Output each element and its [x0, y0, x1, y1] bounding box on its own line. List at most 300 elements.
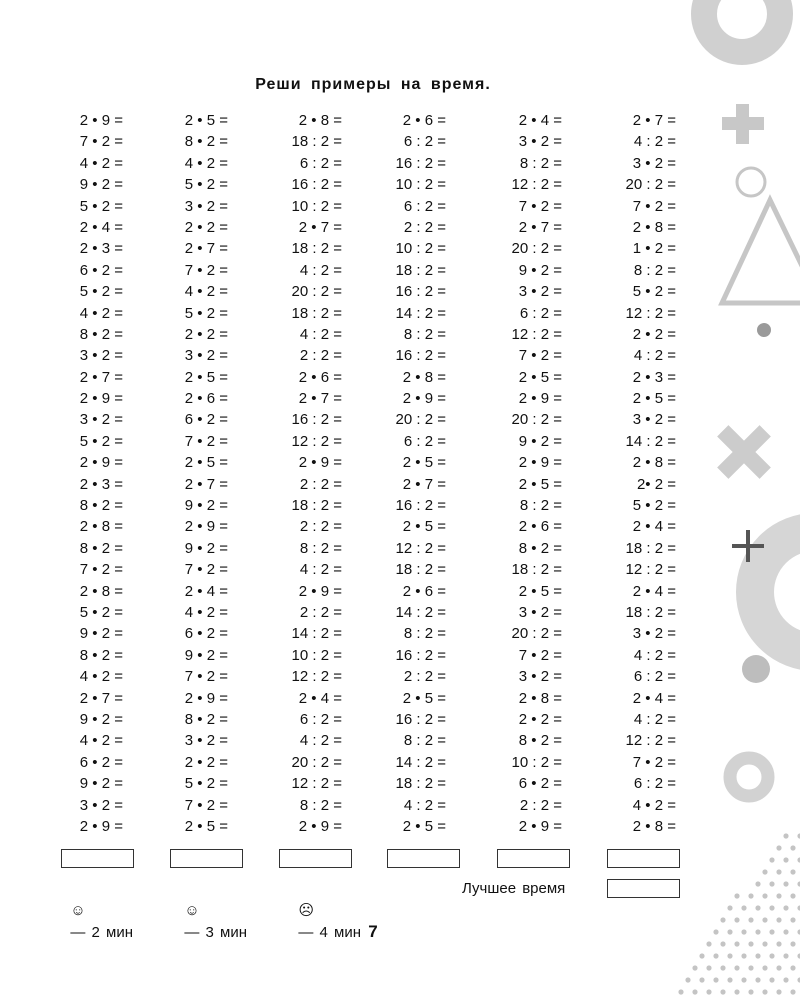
exercise-item: 2 • 8 =: [79, 582, 123, 600]
exercise-item: 2 • 2 =: [184, 218, 228, 236]
dot: [748, 965, 753, 970]
exercise-item: 5 • 2 =: [632, 497, 676, 515]
exercise-item: 4 • 2 =: [79, 732, 123, 750]
exercise-item: 2 • 5 =: [518, 368, 562, 386]
exercise-item: 2 • 9 =: [184, 518, 228, 536]
dot: [783, 833, 788, 838]
exercise-item: 4 : 2 =: [403, 796, 446, 814]
exercise-item: 2 • 6 =: [184, 390, 228, 408]
dot: [706, 941, 711, 946]
exercise-item: 18 : 2 =: [395, 775, 446, 793]
exercise-item: 2 • 6 =: [402, 582, 446, 600]
exercise-item: 4 • 2 =: [79, 304, 123, 322]
exercise-item: 2 • 5 =: [402, 689, 446, 707]
dot: [769, 881, 774, 886]
exercise-item: 6 : 2 =: [633, 775, 676, 793]
ring-decoration-lower: [730, 758, 768, 796]
legend-text: — 3 мин: [184, 924, 247, 941]
exercise-item: 12 : 2 =: [511, 325, 562, 343]
exercise-item: 18 : 2 =: [625, 603, 676, 621]
dot: [699, 977, 704, 982]
exercise-item: 2 • 5 =: [184, 454, 228, 472]
dot: [769, 905, 774, 910]
ring-decoration-top: [704, 0, 780, 52]
gray-dot: [742, 655, 770, 683]
exercise-item: 10 : 2 =: [511, 753, 562, 771]
dot: [769, 857, 774, 862]
exercise-item: 7 • 2 =: [632, 753, 676, 771]
exercise-item: 16 : 2 =: [291, 411, 342, 429]
exercise-item: 2 • 8 =: [632, 218, 676, 236]
exercise-item: 4 : 2 =: [299, 561, 342, 579]
exercise-item: 2 • 9 =: [518, 390, 562, 408]
dot: [769, 953, 774, 958]
exercise-item: 2 • 7 =: [518, 218, 562, 236]
dot: [776, 941, 781, 946]
exercise-item: 2 • 7 =: [298, 390, 342, 408]
exercise-item: 10 : 2 =: [395, 176, 446, 194]
exercise-item: 2 • 5 =: [402, 454, 446, 472]
dot: [741, 953, 746, 958]
exercise-item: 4 : 2 =: [633, 710, 676, 728]
dot: [790, 965, 795, 970]
exercise-item: 2 • 5 =: [184, 368, 228, 386]
exercise-item: 6 : 2 =: [403, 432, 446, 450]
exercise-item: 4 : 2 =: [633, 646, 676, 664]
dot: [706, 989, 711, 994]
dot: [755, 905, 760, 910]
exercise-item: 4 • 2 =: [79, 154, 123, 172]
exercise-item: 7 • 2 =: [79, 133, 123, 151]
neutral-face-icon: ☺: [184, 902, 200, 919]
exercise-item: 2 • 9 =: [298, 454, 342, 472]
exercise-item: 6 : 2 =: [299, 154, 342, 172]
exercise-item: 7 • 2 =: [184, 432, 228, 450]
exercise-item: 2 • 9 =: [79, 817, 123, 835]
exercise-item: 2 • 9 =: [518, 817, 562, 835]
small-dot: [757, 323, 771, 337]
exercise-item: 2 • 9 =: [402, 390, 446, 408]
legend-item-4min: [286, 878, 361, 941]
dot: [783, 929, 788, 934]
exercise-item: 7 • 2 =: [184, 261, 228, 279]
dot: [755, 881, 760, 886]
exercise-item: 6 : 2 =: [403, 197, 446, 215]
dot: [727, 953, 732, 958]
time-box-1[interactable]: [61, 849, 134, 868]
dots-pattern: [678, 833, 800, 994]
time-box-3[interactable]: [279, 849, 352, 868]
exercise-item: 2 • 9 =: [184, 689, 228, 707]
dot: [713, 953, 718, 958]
dot: [734, 989, 739, 994]
exercise-item: 6 : 2 =: [633, 668, 676, 686]
exercise-item: 2 • 4 =: [184, 582, 228, 600]
exercise-item: 5 • 2 =: [184, 775, 228, 793]
exercise-item: 2 : 2 =: [403, 218, 446, 236]
exercise-item: 18 : 2 =: [395, 561, 446, 579]
dot: [762, 989, 767, 994]
exercise-item: 12 : 2 =: [291, 775, 342, 793]
dot: [734, 893, 739, 898]
exercise-item: 5 • 2 =: [79, 432, 123, 450]
exercise-item: 18 : 2 =: [291, 133, 342, 151]
exercise-item: 20 : 2 =: [291, 283, 342, 301]
dot: [755, 977, 760, 982]
exercise-item: 2 • 7 =: [632, 112, 676, 129]
dot: [692, 965, 697, 970]
exercise-item: 6 • 2 =: [184, 625, 228, 643]
exercise-item: 4 : 2 =: [633, 133, 676, 151]
exercise-item: 4 : 2 =: [299, 325, 342, 343]
dot: [783, 881, 788, 886]
dot: [769, 929, 774, 934]
exercise-item: 6 : 2 =: [519, 304, 562, 322]
dot: [790, 893, 795, 898]
triangle-outline: [722, 200, 800, 303]
exercise-item: 9 • 2 =: [184, 646, 228, 664]
dot: [741, 977, 746, 982]
exercise-item: 2 • 7 =: [184, 475, 228, 493]
dot: [783, 977, 788, 982]
exercise-item: 8 • 2 =: [79, 497, 123, 515]
exercise-item: 7 • 2 =: [184, 796, 228, 814]
dot: [755, 929, 760, 934]
exercise-item: 3 • 2 =: [518, 283, 562, 301]
exercise-item: 20 : 2 =: [511, 240, 562, 258]
exercise-item: 12 : 2 =: [625, 304, 676, 322]
exercise-item: 18 : 2 =: [291, 304, 342, 322]
exercise-item: 2 : 2 =: [519, 796, 562, 814]
exercise-item: 12 : 2 =: [625, 732, 676, 750]
exercise-item: 2 • 4 =: [632, 518, 676, 536]
exercise-item: 8 : 2 =: [403, 625, 446, 643]
dot: [685, 977, 690, 982]
exercise-item: 2 • 6 =: [402, 112, 446, 129]
exercise-item: 2 • 3 =: [79, 475, 123, 493]
exercise-item: 2 • 8 =: [632, 454, 676, 472]
dot: [790, 845, 795, 850]
dot: [790, 917, 795, 922]
dot: [748, 893, 753, 898]
exercise-item: 18 : 2 =: [291, 497, 342, 515]
exercise-item: 2 • 7 =: [79, 689, 123, 707]
exercise-item: 9 • 2 =: [79, 710, 123, 728]
exercise-item: 8 • 2 =: [518, 732, 562, 750]
exercise-item: 4 : 2 =: [299, 732, 342, 750]
exercise-item: 8 • 2 =: [79, 325, 123, 343]
exercise-item: 5 • 2 =: [184, 304, 228, 322]
exercise-item: 14 : 2 =: [291, 625, 342, 643]
exercise-item: 2 • 9 =: [79, 112, 123, 129]
exercise-item: 6 • 2 =: [79, 753, 123, 771]
exercise-item: 2 • 4 =: [79, 218, 123, 236]
dot: [790, 869, 795, 874]
exercise-item: 2 : 2 =: [299, 603, 342, 621]
exercise-item: 7 • 2 =: [79, 561, 123, 579]
exercise-item: 3 • 2 =: [184, 347, 228, 365]
exercise-item: 8 : 2 =: [519, 154, 562, 172]
exercise-item: 3 • 2 =: [79, 347, 123, 365]
dot: [762, 917, 767, 922]
dot: [776, 917, 781, 922]
page-title: Реши примеры на время.: [255, 76, 491, 93]
dot: [790, 989, 795, 994]
dot: [699, 953, 704, 958]
dot: [776, 965, 781, 970]
exercise-item: 20 : 2 =: [395, 411, 446, 429]
exercise-item: 2 • 5 =: [518, 582, 562, 600]
exercise-item: 7 • 2 =: [518, 646, 562, 664]
exercise-item: 2 • 2 =: [184, 753, 228, 771]
exercise-item: 1 • 2 =: [632, 240, 676, 258]
exercise-item: 8 • 2 =: [79, 646, 123, 664]
exercise-column: [356, 110, 446, 837]
exercise-item: 8 : 2 =: [633, 261, 676, 279]
dot: [776, 845, 781, 850]
exercise-item: 2 : 2 =: [299, 475, 342, 493]
exercise-item: 9 • 2 =: [518, 261, 562, 279]
exercise-item: 5 • 2 =: [79, 603, 123, 621]
exercise-item: 2 • 4 =: [298, 689, 342, 707]
exercise-item: 2 : 2 =: [299, 347, 342, 365]
dot: [678, 989, 683, 994]
exercise-item: 14 : 2 =: [395, 603, 446, 621]
dot: [720, 941, 725, 946]
exercise-item: 7 • 2 =: [184, 561, 228, 579]
exercise-item: 3 • 2 =: [79, 796, 123, 814]
dot: [692, 989, 697, 994]
exercise-item: 8 : 2 =: [519, 497, 562, 515]
exercise-item: 20 : 2 =: [511, 411, 562, 429]
exercise-item: 2 • 2 =: [518, 710, 562, 728]
exercise-column: [586, 110, 676, 837]
dot: [762, 941, 767, 946]
exercise-column: [472, 110, 562, 837]
cross-decoration: [702, 410, 787, 495]
exercise-item: 8 • 2 =: [184, 710, 228, 728]
exercise-item: 2 • 9 =: [298, 582, 342, 600]
exercise-item: 7 • 2 =: [184, 668, 228, 686]
exercise-item: 2 • 7 =: [79, 368, 123, 386]
exercise-item: 16 : 2 =: [395, 497, 446, 515]
dot: [706, 965, 711, 970]
ring-decoration-large: [755, 532, 800, 652]
legend-item-2min: [58, 878, 133, 941]
exercise-item: 6 : 2 =: [299, 710, 342, 728]
exercise-item: 4 • 2 =: [184, 154, 228, 172]
exercise-item: 18 : 2 =: [511, 561, 562, 579]
best-time-label: Лучшее время: [462, 880, 566, 897]
exercise-item: 7 • 2 =: [632, 197, 676, 215]
exercise-item: 8 : 2 =: [299, 539, 342, 557]
exercise-item: 8 : 2 =: [403, 732, 446, 750]
time-box-5[interactable]: [497, 849, 570, 868]
exercise-item: 14 : 2 =: [395, 753, 446, 771]
exercise-item: 16 : 2 =: [291, 176, 342, 194]
exercise-item: 5 • 2 =: [632, 283, 676, 301]
exercise-item: 6 : 2 =: [403, 133, 446, 151]
exercise-item: 7 • 2 =: [518, 197, 562, 215]
exercise-item: 2• 2 =: [636, 475, 676, 493]
exercise-item: 4 • 2 =: [184, 283, 228, 301]
exercise-item: 2 • 9 =: [79, 454, 123, 472]
exercise-item: 16 : 2 =: [395, 710, 446, 728]
exercise-item: 2 • 8 =: [298, 112, 342, 129]
exercise-item: 8 • 2 =: [79, 539, 123, 557]
exercise-item: 2 • 5 =: [184, 112, 228, 129]
exercise-item: 18 : 2 =: [395, 261, 446, 279]
dot: [769, 977, 774, 982]
exercise-item: 2 : 2 =: [299, 518, 342, 536]
exercise-item: 10 : 2 =: [395, 240, 446, 258]
exercise-item: 2 • 9 =: [298, 817, 342, 835]
exercise-item: 6 • 2 =: [184, 411, 228, 429]
dot: [762, 893, 767, 898]
exercise-item: 20 : 2 =: [291, 753, 342, 771]
exercise-item: 2 • 2 =: [184, 325, 228, 343]
exercise-item: 2 • 8 =: [632, 817, 676, 835]
exercise-item: 10 : 2 =: [291, 197, 342, 215]
exercise-item: 9 • 2 =: [79, 176, 123, 194]
exercise-item: 2 • 6 =: [298, 368, 342, 386]
exercise-item: 9 • 2 =: [184, 539, 228, 557]
exercise-item: 3 • 2 =: [518, 133, 562, 151]
dot: [727, 905, 732, 910]
exercise-item: 12 : 2 =: [625, 561, 676, 579]
exercise-item: 2 • 7 =: [298, 218, 342, 236]
best-time-box[interactable]: [607, 879, 680, 898]
exercise-item: 2 • 8 =: [79, 518, 123, 536]
time-box-2[interactable]: [170, 849, 243, 868]
exercise-column: [138, 110, 228, 837]
exercise-item: 2 • 5 =: [632, 390, 676, 408]
exercise-item: 3 • 2 =: [518, 668, 562, 686]
exercise-item: 2 • 4 =: [518, 112, 562, 129]
dot: [783, 953, 788, 958]
small-circle-outline: [737, 168, 765, 196]
exercise-item: 6 • 2 =: [79, 261, 123, 279]
dot: [776, 893, 781, 898]
exercise-item: 8 : 2 =: [299, 796, 342, 814]
exercise-item: 9 • 2 =: [79, 775, 123, 793]
exercise-item: 2 : 2 =: [403, 668, 446, 686]
exercise-item: 2 • 4 =: [632, 582, 676, 600]
exercise-item: 2 • 3 =: [632, 368, 676, 386]
dot: [790, 941, 795, 946]
page-number: 7: [368, 922, 378, 941]
exercise-item: 12 : 2 =: [511, 176, 562, 194]
exercise-item: 14 : 2 =: [625, 432, 676, 450]
exercise-item: 4 : 2 =: [299, 261, 342, 279]
dot: [734, 941, 739, 946]
exercise-item: 3 • 2 =: [184, 732, 228, 750]
exercise-item: 12 : 2 =: [291, 668, 342, 686]
exercise-item: 8 • 2 =: [184, 133, 228, 151]
dot: [720, 965, 725, 970]
exercise-item: 20 : 2 =: [511, 625, 562, 643]
exercise-item: 9 • 2 =: [79, 625, 123, 643]
exercise-item: 4 • 2 =: [632, 796, 676, 814]
dot: [713, 977, 718, 982]
exercise-item: 16 : 2 =: [395, 283, 446, 301]
exercise-item: 16 : 2 =: [395, 347, 446, 365]
legend-item-3min: [172, 878, 247, 941]
dot: [783, 905, 788, 910]
exercise-item: 2 • 5 =: [184, 817, 228, 835]
exercise-item: 6 • 2 =: [518, 775, 562, 793]
legend-text: — 2 мин: [70, 924, 133, 941]
exercise-item: 2 • 9 =: [79, 390, 123, 408]
exercise-column: [252, 110, 342, 837]
exercise-item: 5 • 2 =: [184, 176, 228, 194]
time-box-4[interactable]: [387, 849, 460, 868]
exercise-item: 2 • 8 =: [518, 689, 562, 707]
exercise-item: 20 : 2 =: [625, 176, 676, 194]
dot: [748, 941, 753, 946]
exercise-item: 7 • 2 =: [518, 347, 562, 365]
dot: [748, 989, 753, 994]
dot: [755, 953, 760, 958]
time-box-6[interactable]: [607, 849, 680, 868]
exercise-item: 3 • 2 =: [518, 603, 562, 621]
exercise-item: 2 • 6 =: [518, 518, 562, 536]
exercise-item: 3 • 2 =: [184, 197, 228, 215]
dot: [776, 869, 781, 874]
dot: [762, 869, 767, 874]
exercise-item: 2 • 3 =: [79, 240, 123, 258]
exercise-item: 18 : 2 =: [291, 240, 342, 258]
exercise-item: 16 : 2 =: [395, 646, 446, 664]
exercise-item: 3 • 2 =: [632, 411, 676, 429]
exercise-item: 2 • 5 =: [402, 817, 446, 835]
exercise-item: 12 : 2 =: [395, 539, 446, 557]
legend-text: — 4 мин: [298, 924, 361, 941]
exercise-column: [33, 110, 123, 837]
dot: [783, 857, 788, 862]
exercise-item: 4 : 2 =: [633, 347, 676, 365]
exercise-item: 8 • 2 =: [518, 539, 562, 557]
smile-icon: ☺: [70, 902, 86, 919]
exercise-item: 3 • 2 =: [632, 625, 676, 643]
dot: [727, 977, 732, 982]
exercise-item: 12 : 2 =: [291, 432, 342, 450]
exercise-item: 2 • 5 =: [518, 475, 562, 493]
exercise-item: 3 • 2 =: [79, 411, 123, 429]
exercise-item: 2 • 5 =: [402, 518, 446, 536]
exercise-item: 2 • 2 =: [632, 325, 676, 343]
sad-face-icon: ☹: [298, 902, 314, 919]
exercise-item: 10 : 2 =: [291, 646, 342, 664]
exercise-item: 9 • 2 =: [184, 497, 228, 515]
exercise-item: 2 • 8 =: [402, 368, 446, 386]
exercise-item: 2 • 4 =: [632, 689, 676, 707]
exercise-item: 5 • 2 =: [79, 197, 123, 215]
dot: [776, 989, 781, 994]
dot: [720, 989, 725, 994]
dot: [741, 905, 746, 910]
exercise-item: 5 • 2 =: [79, 283, 123, 301]
dot: [748, 917, 753, 922]
exercise-item: 2 • 9 =: [518, 454, 562, 472]
dot: [734, 965, 739, 970]
exercise-item: 2 • 7 =: [184, 240, 228, 258]
exercise-item: 4 • 2 =: [79, 668, 123, 686]
exercise-item: 9 • 2 =: [518, 432, 562, 450]
exercise-item: 3 • 2 =: [632, 154, 676, 172]
exercise-item: 4 • 2 =: [184, 603, 228, 621]
dot: [762, 965, 767, 970]
